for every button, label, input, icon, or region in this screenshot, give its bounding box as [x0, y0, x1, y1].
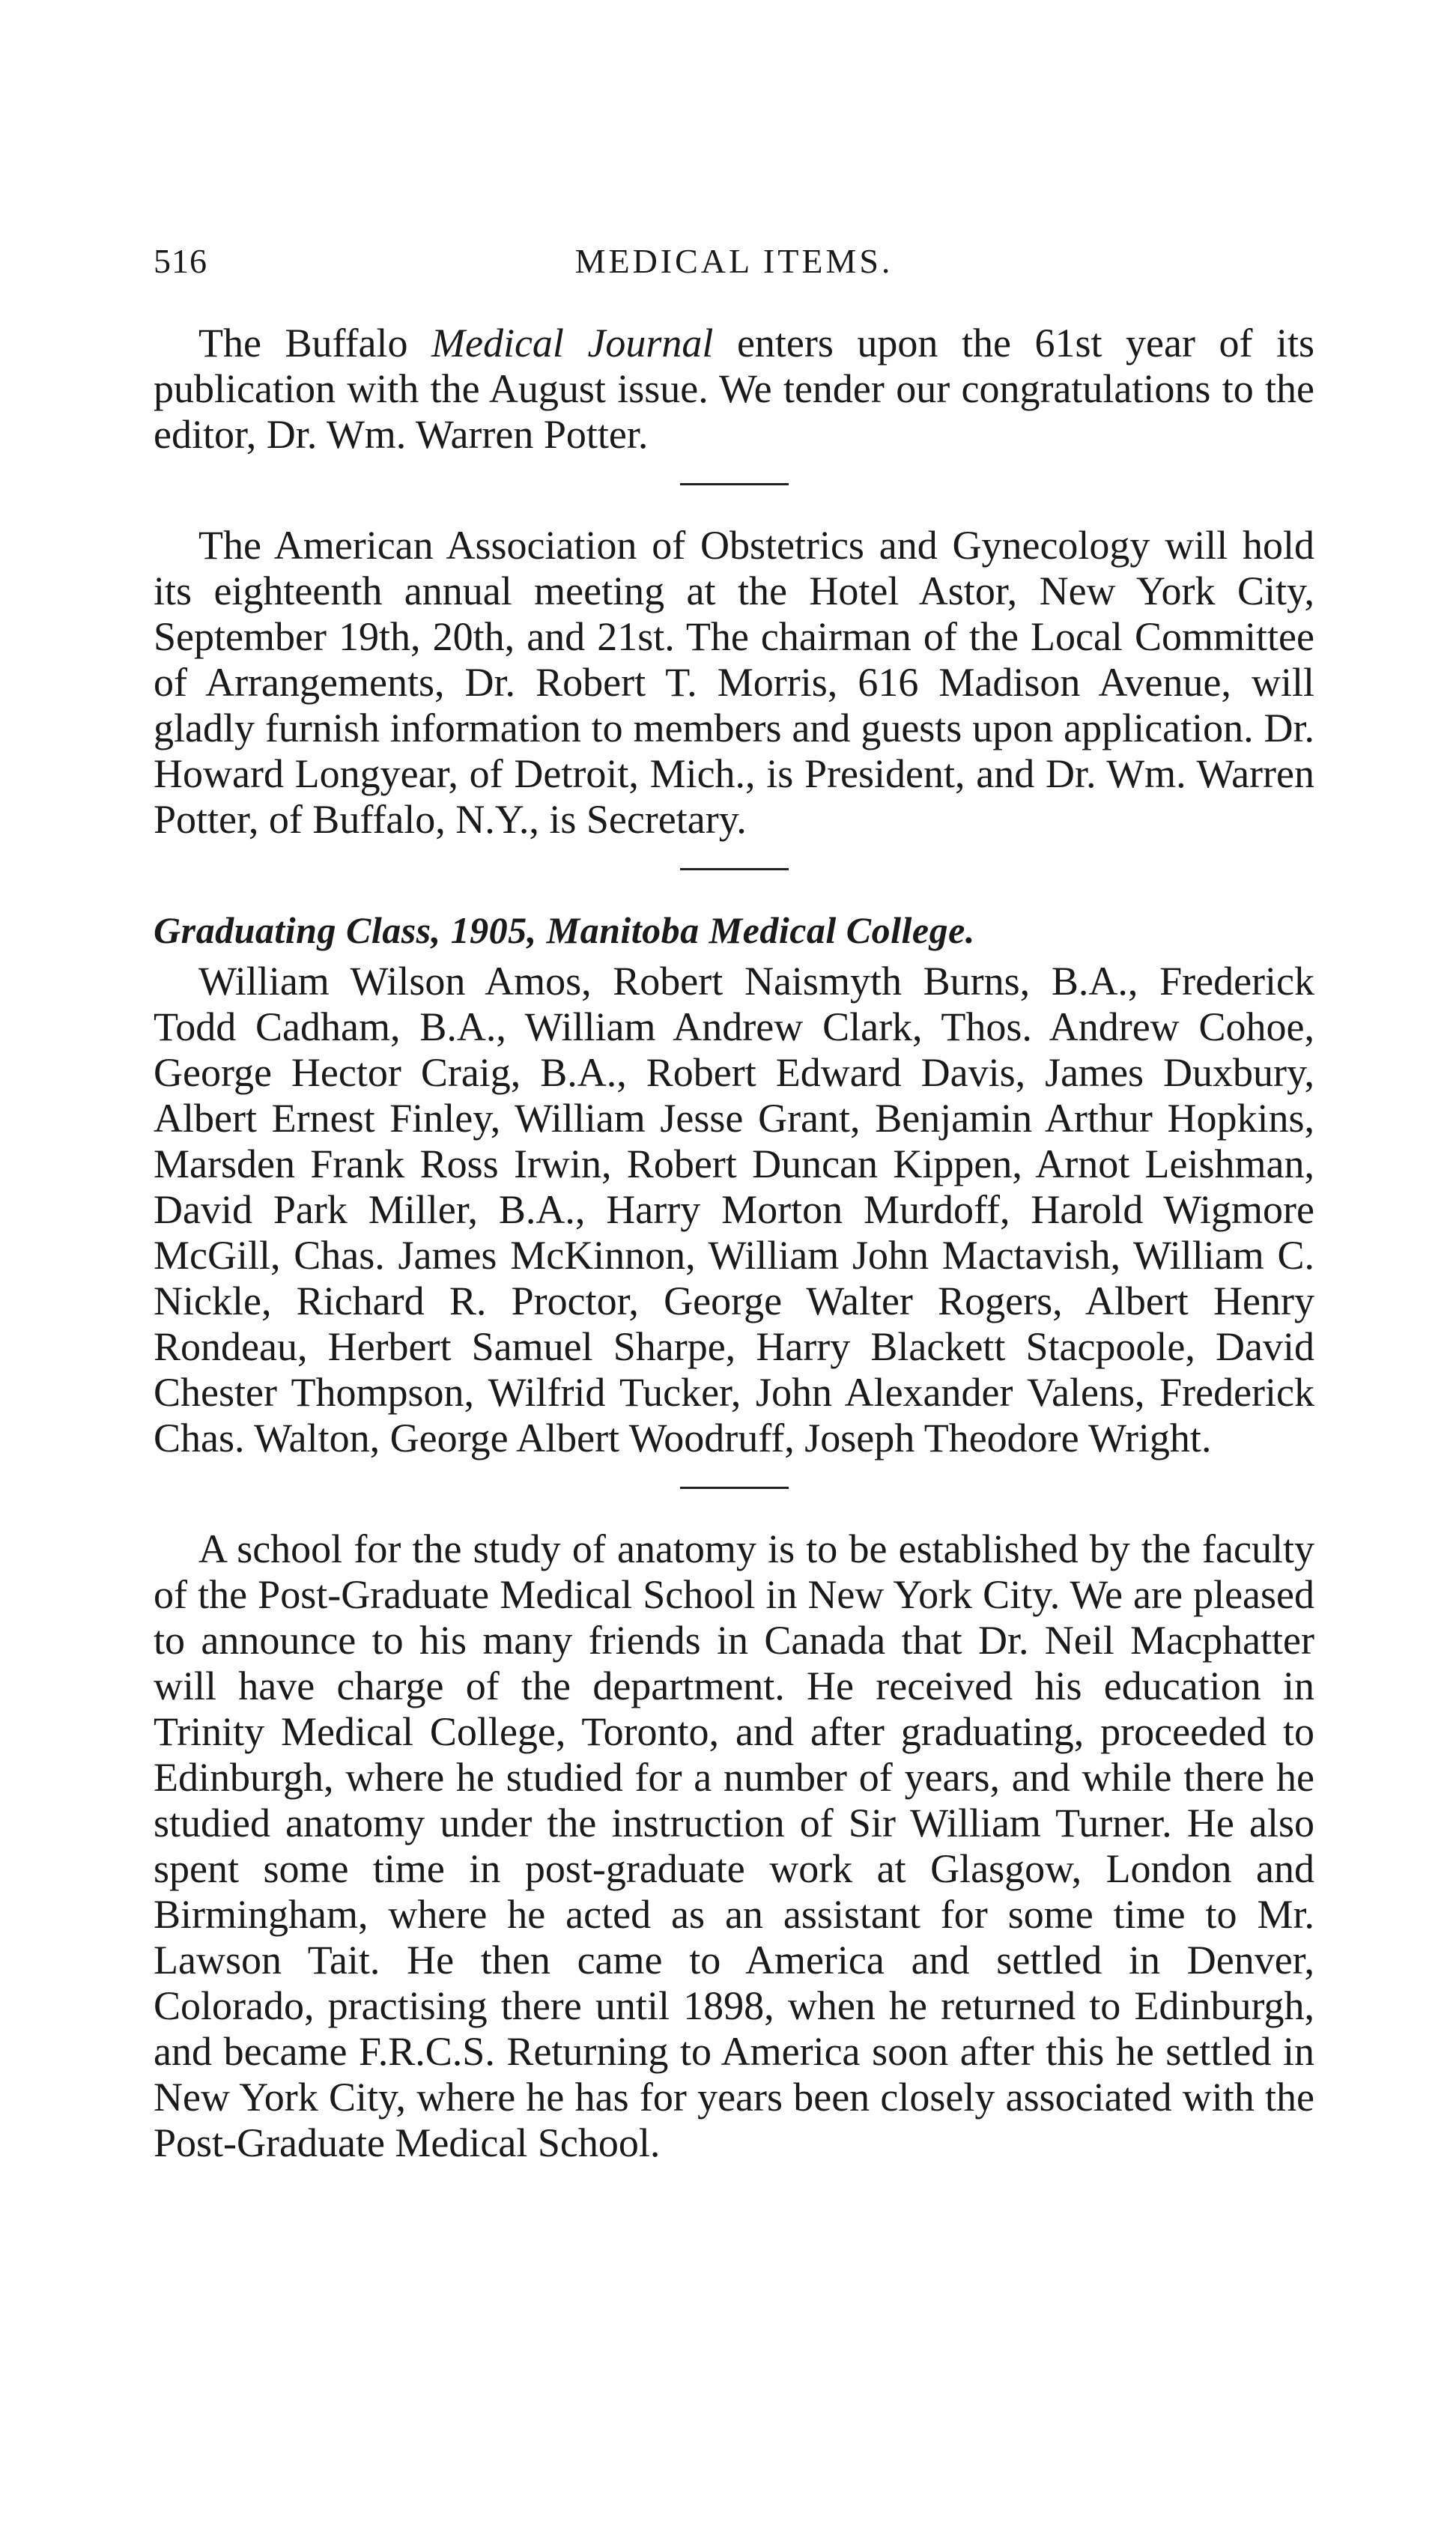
section-divider: [680, 483, 789, 485]
page-header: [154, 241, 1314, 294]
item-anatomy-school: A school for the study of anatomy is to be established by the faculty of the Post-Graduate Medical School in New York City. We are pleased to announce to his many friends in Canada that Dr. Neil Macphatter will have charge of the department. He received his education in Trinity Medical College, Toronto, and after graduating, proceeded to Edinburgh, where he studied for a number of years, and while there he studied anatomy under the instruction of Sir William Turner. He also spent some time in post-graduate work at Glasgow, London and Birmingham, where he acted as an assistant for some time to Mr. Lawson Tait. He then came to America and settled in Denver, Colorado, practising there until 1898, when he returned to Edinburgh, and became F.R.C.S. Returning to America soon after this he settled in New York City, where he has for years been closely associated with the Post-Graduate Medical School.: [154, 1526, 1314, 2165]
running-head: MEDICAL ITEMS.: [574, 242, 894, 280]
item-buffalo-journal: [154, 321, 1314, 458]
item-buffalo-journal-after: enters upon the 61st year of its publication with the August issue. We tender our congratulations to the editor, Dr. Wm. Warren Potter.: [154, 321, 1314, 457]
page-number: 516: [154, 242, 207, 280]
item-buffalo-journal-before: The Buffalo: [198, 321, 431, 365]
item-obstetrics-meeting: The American Association of Obstetrics and Gynecology will hold its eighteenth annual meeting at the Hotel Astor, New York City, September 19th, 20th, and 21st. The chairman of the Local Committee of Arrangements, Dr. Robert T. Morris, 616 Madison Avenue, will gladly furnish information to members and guests upon application. Dr. Howard Longyear, of Detroit, Mich., is President, and Dr. Wm. Warren Potter, of Buffalo, N.Y., is Secretary.: [154, 523, 1314, 842]
section-divider: [680, 1487, 789, 1489]
journal-name: Medical Journal: [431, 321, 714, 365]
text-column: [154, 321, 1314, 2166]
graduating-class-list: William Wilson Amos, Robert Naismyth Burns, B.A., Frederick Todd Cadham, B.A., William Andrew Clark, Thos. Andrew Cohoe, George Hector Craig, B.A., Robert Edward Davis, James Duxbury, Albert Ernest Finley, William Jesse Grant, Benjamin Arthur Hopkins, Marsden Frank Ross Irwin, Robert Duncan Kippen, Arnot Leishman, David Park Miller, B.A., Harry Morton Murdoff, Harold Wigmore McGill, Chas. James McKinnon, William John Mactavish, William C. Nickle, Richard R. Proctor, George Walter Rogers, Albert Henry Rondeau, Herbert Samuel Sharpe, Harry Blackett Stacpoole, David Chester Thompson, Wilfrid Tucker, John Alexander Valens, Frederick Chas. Walton, George Albert Woodruff, Joseph Theodore Wright.: [154, 959, 1314, 1460]
section-divider: [680, 868, 789, 870]
graduating-class-title: Graduating Class, 1905, Manitoba Medical College.: [154, 909, 975, 951]
